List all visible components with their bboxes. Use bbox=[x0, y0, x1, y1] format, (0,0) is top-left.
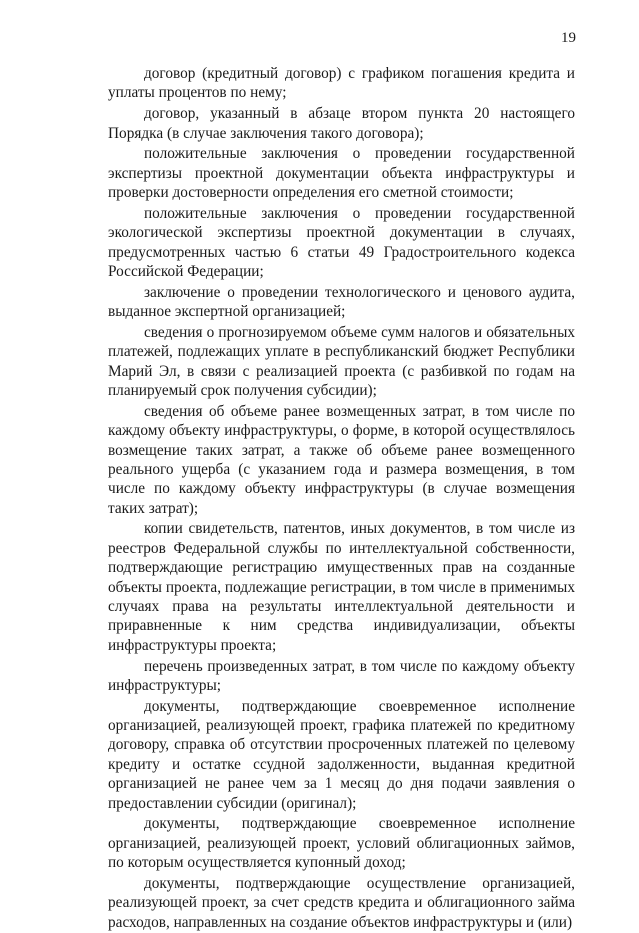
paragraph: перечень произведенных затрат, в том числе по каждому объекту инфраструктуры; bbox=[108, 657, 575, 694]
paragraph: договор (кредитный договор) с графиком погашения кредита и уплаты процентов по нему; bbox=[108, 65, 575, 102]
page-number: 19 bbox=[561, 30, 576, 46]
paragraph: сведения о прогнозируемом объеме сумм налогов и обязательных платежей, подлежащих уплате в республиканский бюджет Республики Марий Эл, в связи с реализацией проекта (с разбивкой по годам на планируемый срок получения субсидии); bbox=[108, 323, 575, 399]
paragraph: положительные заключения о проведении государственной экологической экспертизы проектной документации в случаях, предусмотренных частью 6 статьи 49 Градостроительного кодекса Российской Федерации; bbox=[108, 204, 575, 280]
paragraph: сведения об объеме ранее возмещенных затрат, в том числе по каждому объекту инфраструктуры, о форме, в которой осуществлялось возмещение таких затрат, а также об объеме ранее возмещенного реального ущерба (с указанием года и размера возмещения, в том числе по каждому объекту инфраструктуры (в случае возмещения таких затрат); bbox=[108, 402, 575, 517]
paragraph: заключение о проведении технологического и ценового аудита, выданное экспертной организацией; bbox=[108, 283, 575, 321]
paragraph: договор, указанный в абзаце втором пункта 20 настоящего Порядка (в случае заключения такого договора); bbox=[108, 105, 575, 142]
paragraph: положительные заключения о проведении государственной экспертизы проектной документации объекта инфраструктуры и проверки достоверности определения его сметной стоимости; bbox=[108, 145, 575, 202]
paragraph: копии свидетельств, патентов, иных документов, в том числе из реестров Федеральной службы по интеллектуальной собственности, подтверждающие регистрацию имущественных прав на созданные объекты проекта, подлежащие регистрации, в том числе в применимых случаях права на результаты интеллектуальной деятельности и приравненные к ним средства индивидуализации, объекты инфраструктуры проекта; bbox=[108, 520, 575, 654]
paragraph: документы, подтверждающие своевременное исполнение организацией, реализующей проект, условий облигационных займов, по которым осуществляется купонный доход; bbox=[108, 815, 575, 872]
paragraph: документы, подтверждающие осуществление организацией, реализующей проект, за счет средств кредита и облигационного займа расходов, направленных на создание объектов инфраструктуры и (или) bbox=[108, 874, 575, 931]
document-body bbox=[108, 64, 575, 933]
paragraph: документы, подтверждающие своевременное исполнение организацией, реализующей проект, графика платежей по кредитному договору, справка об отсутствии просроченных платежей по целевому кредиту и остатке ссудной задолженности, выданная кредитной организацией не ранее чем за 1 месяц до дня подачи заявления о предоставлении субсидии (оригинал); bbox=[108, 697, 575, 812]
